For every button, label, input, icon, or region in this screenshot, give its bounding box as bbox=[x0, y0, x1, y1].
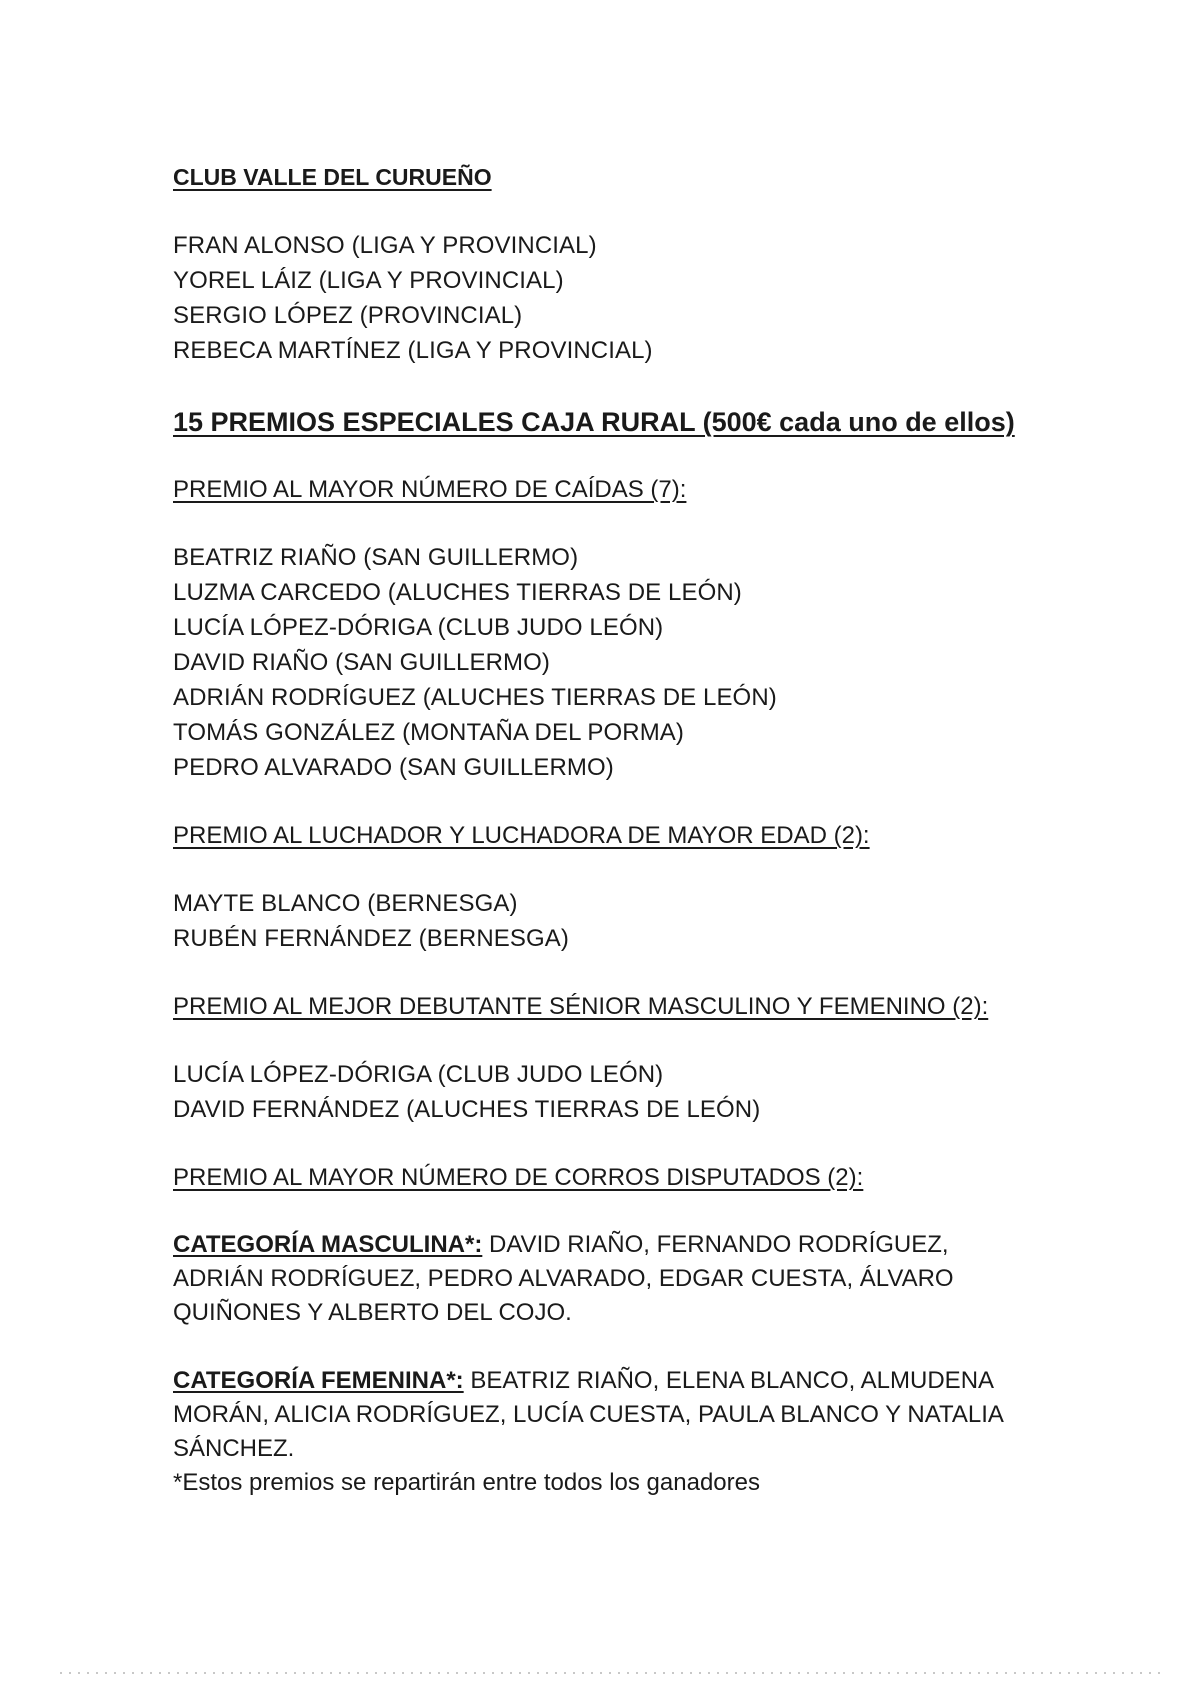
caidas-winner: ADRIÁN RODRÍGUEZ (ALUCHES TIERRAS DE LEÓN) bbox=[173, 684, 777, 711]
caidas-winner: LUCÍA LÓPEZ-DÓRIGA (CLUB JUDO LEÓN) bbox=[173, 614, 664, 641]
femenina-winners: BEATRIZ RIAÑO, ELENA BLANCO, ALMUDENA MORÁN, ALICIA RODRÍGUEZ, LUCÍA CUESTA, PAULA BLANCO Y NATALIA SÁNCHEZ. bbox=[173, 1367, 1003, 1462]
debutante-winner-list bbox=[173, 1057, 1073, 1127]
edad-winner: MAYTE BLANCO (BERNESGA) bbox=[173, 890, 518, 917]
club-member: REBECA MARTÍNEZ (LIGA Y PROVINCIAL) bbox=[173, 337, 653, 364]
club-member: SERGIO LÓPEZ (PROVINCIAL) bbox=[173, 302, 523, 329]
debutante-winner: DAVID FERNÁNDEZ (ALUCHES TIERRAS DE LEÓN) bbox=[173, 1096, 761, 1123]
club-heading: CLUB VALLE DEL CURUEÑO bbox=[173, 164, 492, 190]
debutante-winner: LUCÍA LÓPEZ-DÓRIGA (CLUB JUDO LEÓN) bbox=[173, 1061, 664, 1088]
debutante-heading: PREMIO AL MEJOR DEBUTANTE SÉNIOR MASCULINO Y FEMENINO (2): bbox=[173, 993, 989, 1020]
masculina-paragraph bbox=[173, 1228, 1043, 1330]
masculina-label: CATEGORÍA MASCULINA*: bbox=[173, 1231, 483, 1258]
edad-winner: RUBÉN FERNÁNDEZ (BERNESGA) bbox=[173, 925, 569, 952]
club-member: YOREL LÁIZ (LIGA Y PROVINCIAL) bbox=[173, 267, 564, 294]
caidas-winner: PEDRO ALVARADO (SAN GUILLERMO) bbox=[173, 754, 614, 781]
prizes-heading: 15 PREMIOS ESPECIALES CAJA RURAL (500€ cada uno de ellos) bbox=[173, 407, 1015, 437]
edad-heading: PREMIO AL LUCHADOR Y LUCHADORA DE MAYOR EDAD (2): bbox=[173, 822, 870, 849]
caidas-winner-list bbox=[173, 540, 1073, 785]
caidas-winner: TOMÁS GONZÁLEZ (MONTAÑA DEL PORMA) bbox=[173, 719, 685, 746]
document-content bbox=[173, 160, 1073, 1500]
footnote: *Estos premios se repartirán entre todos los ganadores bbox=[173, 1469, 760, 1496]
femenina-paragraph bbox=[173, 1364, 1043, 1466]
femenina-label: CATEGORÍA FEMENINA*: bbox=[173, 1367, 464, 1394]
caidas-winner: DAVID RIAÑO (SAN GUILLERMO) bbox=[173, 649, 550, 676]
masculina-winners: DAVID RIAÑO, FERNANDO RODRÍGUEZ, ADRIÁN RODRÍGUEZ, PEDRO ALVARADO, EDGAR CUESTA, ÁLVARO QUIÑONES Y ALBERTO DEL COJO. bbox=[173, 1231, 954, 1326]
club-member: FRAN ALONSO (LIGA Y PROVINCIAL) bbox=[173, 232, 597, 259]
caidas-winner: BEATRIZ RIAÑO (SAN GUILLERMO) bbox=[173, 544, 579, 571]
caidas-heading: PREMIO AL MAYOR NÚMERO DE CAÍDAS (7): bbox=[173, 476, 687, 503]
corros-heading: PREMIO AL MAYOR NÚMERO DE CORROS DISPUTADOS (2): bbox=[173, 1164, 864, 1191]
caidas-winner: LUZMA CARCEDO (ALUCHES TIERRAS DE LEÓN) bbox=[173, 579, 742, 606]
club-member-list bbox=[173, 228, 1073, 368]
edad-winner-list bbox=[173, 886, 1073, 956]
scan-artifact-dots bbox=[60, 1672, 1160, 1674]
